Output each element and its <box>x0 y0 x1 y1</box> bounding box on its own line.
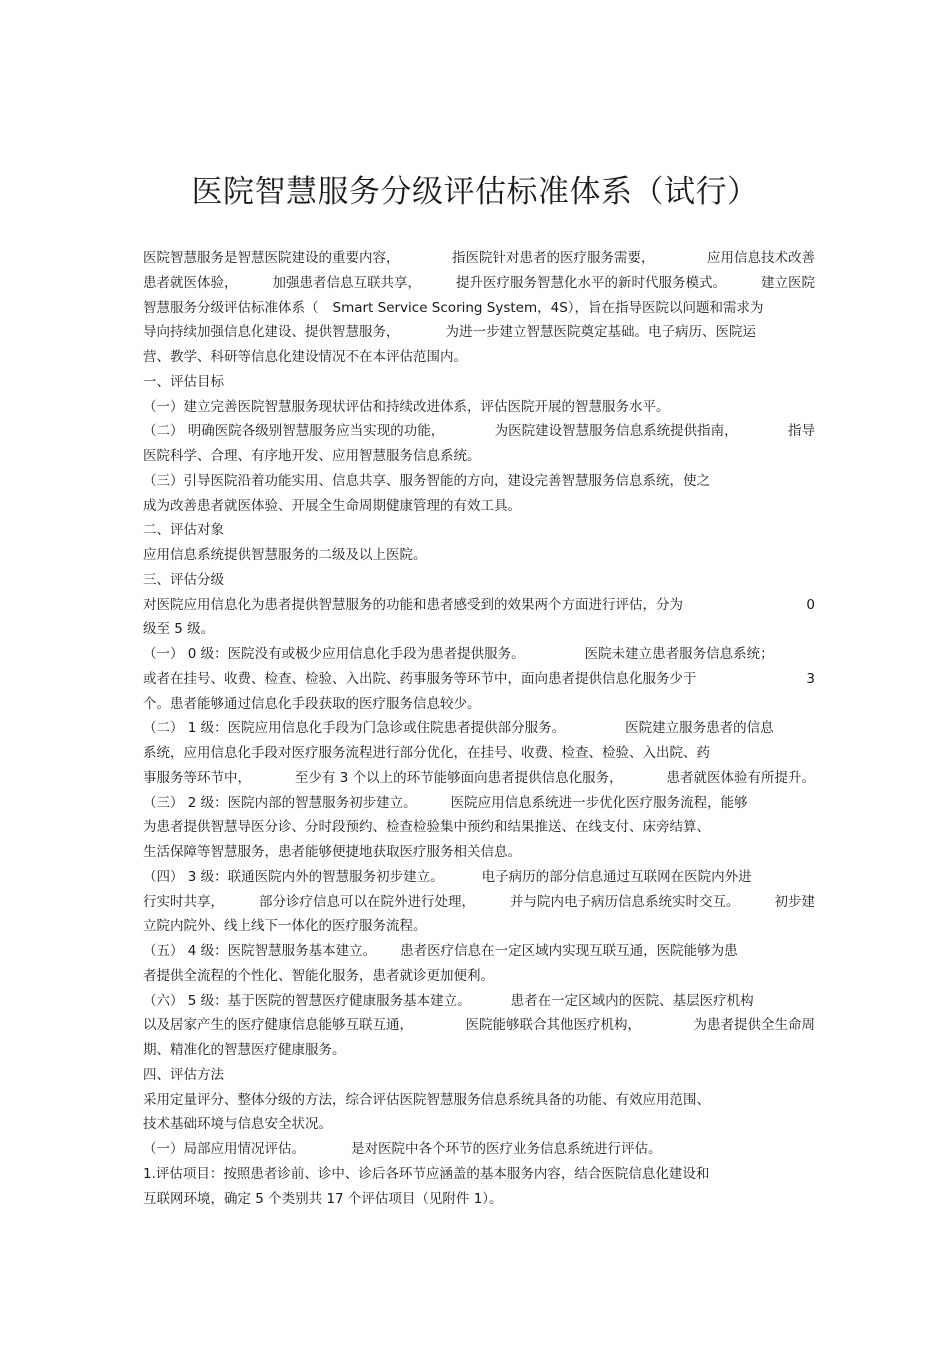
text-segment: 医院建立服务患者的信息 <box>625 720 774 737</box>
text-segment: 二、评估对象 <box>143 522 224 539</box>
text-line <box>143 444 815 469</box>
text-line <box>143 370 815 395</box>
text-line <box>143 914 815 939</box>
text-segment: 采用定量评分、整体分级的方法，综合评估医院智慧服务信息系统具备的功能、有效应用范围、 <box>143 1091 710 1108</box>
text-line <box>143 791 815 816</box>
text-line <box>143 890 815 915</box>
text-segment: 或者在挂号、收费、检查、检验、入出院、药事服务等环节中，面向患者提供信息化服务少于 <box>143 670 697 687</box>
text-line <box>143 692 815 717</box>
text-segment: 建立医院 <box>761 274 815 291</box>
text-segment: 电子病历的部分信息通过互联网在医院内外进 <box>481 868 752 885</box>
text-segment: 营、教学、科研等信息化建设情况不在本评估范围内。 <box>143 349 467 365</box>
text-segment: 应用信息技术改善 <box>707 250 815 266</box>
text-segment: 对医院应用信息化为患者提供智慧服务的功能和患者感受到的效果两个方面进行评估，分为 <box>143 596 683 613</box>
text-segment: 医院智慧服务是智慧医院建设的重要内容， <box>143 250 400 266</box>
text-segment: 技术基础环境与信息安全状况。 <box>143 1116 332 1133</box>
text-line <box>143 543 815 568</box>
text-line <box>143 1038 815 1063</box>
text-line <box>143 568 815 593</box>
text-line <box>143 345 815 370</box>
text-segment: 患者就医体验， <box>143 274 238 291</box>
text-segment: 生活保障等智慧服务，患者能够便捷地获取医疗服务相关信息。 <box>143 844 521 860</box>
text-segment: 医院科学、合理、有序地开发、应用智慧服务信息系统。 <box>143 448 481 464</box>
text-segment: （二） 明确医院各级别智慧服务应当实现的功能， <box>143 423 445 440</box>
text-segment: 医院能够联合其他医疗机构， <box>465 1017 641 1034</box>
text-segment: 为患者提供智慧导医分诊、分时段预约、检查检验集中预约和结果推送、在线支付、床旁结算、 <box>143 819 710 836</box>
text-segment: （三）引导医院沿着功能实用、信息共享、服务智能的方向，建设完善智慧服务信息系统，使之 <box>143 472 710 489</box>
text-line <box>143 1112 815 1137</box>
text-segment: 医院未建立患者服务信息系统； <box>584 646 774 662</box>
text-segment: 者提供全流程的个性化、智能化服务，患者就诊更加便利。 <box>143 967 494 984</box>
text-segment: 期、精准化的智慧医疗健康服务。 <box>143 1042 346 1058</box>
text-line <box>143 840 815 865</box>
text-segment: 导向持续加强信息化建设、提供智慧服务， <box>143 324 400 341</box>
document-body <box>143 246 815 1211</box>
text-line <box>143 494 815 519</box>
text-line <box>143 395 815 420</box>
text-line <box>143 716 815 741</box>
text-line <box>143 1063 815 1088</box>
text-segment: 医院应用信息系统进一步优化医疗服务流程，能够 <box>450 794 748 811</box>
text-segment: 为患者提供全生命周 <box>693 1017 815 1034</box>
text-line <box>143 617 815 642</box>
text-segment: 并与院内电子病历信息系统实时交互。 <box>510 893 740 910</box>
text-segment: 0 <box>806 596 815 613</box>
text-segment: 为进一步建立智慧医院奠定基础。电子病历、医院运 <box>445 324 756 341</box>
text-segment: 患者就医体验有所提升。 <box>666 769 815 786</box>
text-segment: 立院内院外、线上线下一体化的医疗服务流程。 <box>143 918 427 935</box>
text-segment: 至少有 3 个以上的环节能够面向患者提供信息化服务， <box>294 769 623 786</box>
text-line <box>143 469 815 494</box>
text-line <box>143 1187 815 1212</box>
text-line <box>143 246 815 271</box>
text-segment: Smart Service Scoring System，4S），旨在指导医院以问题和需求为 <box>332 299 764 316</box>
text-line <box>143 667 815 692</box>
text-line <box>143 320 815 345</box>
text-line <box>143 296 815 321</box>
text-segment: （一）建立完善医院智慧服务现状评估和持续改进体系，评估医院开展的智慧服务水平。 <box>143 398 670 415</box>
text-segment: 提升医疗服务智慧化水平的新时代服务模式。 <box>456 274 726 291</box>
text-segment: 3 <box>806 670 815 687</box>
text-line <box>143 766 815 791</box>
text-segment: 事服务等环节中， <box>143 769 251 786</box>
text-segment: （二） 1 级：医院应用信息化手段为门急诊或住院患者提供部分服务。 <box>143 720 566 737</box>
text-line <box>143 939 815 964</box>
text-segment: 三、评估分级 <box>143 571 224 588</box>
text-segment: 是对医院中各个环节的医疗业务信息系统进行评估。 <box>351 1141 662 1157</box>
text-line <box>143 593 815 618</box>
text-segment: 为医院建设智慧服务信息系统提供指南， <box>494 423 738 440</box>
text-segment: 指医院针对患者的医疗服务需要， <box>452 250 655 266</box>
text-segment: 个。患者能够通过信息化手段获取的医疗服务信息较少。 <box>143 695 481 712</box>
text-line <box>143 865 815 890</box>
text-line <box>143 642 815 667</box>
text-segment: 智慧服务分级评估标准体系（ <box>143 299 319 316</box>
text-line <box>143 419 815 444</box>
text-segment: （六） 5 级：基于医院的智慧医疗健康服务基本建立。 <box>143 992 471 1009</box>
text-segment: （三） 2 级：医院内部的智慧服务初步建立。 <box>143 794 417 811</box>
text-segment: （五） 4 级：医院智慧服务基本建立。 <box>143 943 377 959</box>
text-segment: 1.评估项目：按照患者诊前、诊中、诊后各环节应涵盖的基本服务内容，结合医院信息化建设和 <box>143 1165 710 1182</box>
text-segment: 互联网环境，确定 5 个类别共 17 个评估项目（见附件 1）。 <box>143 1190 503 1207</box>
text-segment: 四、评估方法 <box>143 1066 224 1083</box>
text-segment: 行实时共享， <box>143 893 224 910</box>
text-segment: （四） 3 级：联通医院内外的智慧服务初步建立。 <box>143 868 444 885</box>
text-segment: 指导 <box>787 423 815 440</box>
text-line <box>143 964 815 989</box>
document-title: 医院智慧服务分级评估标准体系（试行） <box>191 174 759 210</box>
text-line <box>143 1162 815 1187</box>
text-segment: 以及居家产生的医疗健康信息能够互联互通， <box>143 1017 413 1034</box>
text-segment: 患者在一定区域内的医院、基层医疗机构 <box>510 992 754 1009</box>
text-line <box>143 1088 815 1113</box>
text-line <box>143 1013 815 1038</box>
text-segment: 部分诊疗信息可以在院外进行处理， <box>259 893 475 910</box>
text-line <box>143 518 815 543</box>
text-segment: 应用信息系统提供智慧服务的二级及以上医院。 <box>143 547 427 563</box>
text-segment: （一） 0 级：医院没有或极少应用信息化手段为患者提供服务。 <box>143 646 525 662</box>
text-line <box>143 1137 815 1162</box>
text-segment: 一、评估目标 <box>143 373 224 390</box>
text-line <box>143 815 815 840</box>
text-line <box>143 741 815 766</box>
text-segment: 系统，应用信息化手段对医疗服务流程进行部分优化，在挂号、收费、检查、检验、入出院、药 <box>143 745 710 761</box>
text-segment: 加强患者信息互联共享， <box>272 274 421 291</box>
text-line <box>143 989 815 1014</box>
text-segment: 级至 5 级。 <box>143 621 215 638</box>
text-segment: 成为改善患者就医体验、开展全生命周期健康管理的有效工具。 <box>143 497 521 514</box>
text-segment: 初步建 <box>774 893 815 910</box>
text-line <box>143 271 815 296</box>
text-segment: （一）局部应用情况评估。 <box>143 1141 305 1157</box>
text-segment: 患者医疗信息在一定区域内实现互联互通，医院能够为患 <box>400 943 738 959</box>
